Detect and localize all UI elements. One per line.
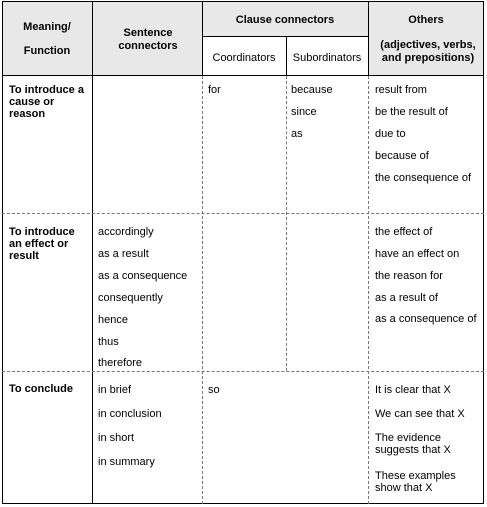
header-subordinators: Subordinators	[292, 52, 362, 64]
others-item: These examples show that X	[375, 470, 456, 494]
others-item: the consequence of	[375, 172, 472, 184]
sentence-connector-item: consequently	[98, 292, 163, 304]
sentence-connector-item: therefore	[98, 357, 143, 369]
header-coordinators: Coordinators	[212, 52, 276, 64]
sentence-connector-item: in conclusion	[98, 408, 162, 420]
header-meaning	[2, 21, 92, 58]
sentence-connector-item: in short	[98, 432, 135, 444]
others-item: the effect of	[375, 226, 433, 238]
function-conclude: To conclude	[9, 383, 73, 395]
others-item: because of	[375, 150, 429, 162]
others-item: It is clear that X	[375, 384, 451, 396]
coordinator-item: for	[208, 84, 221, 96]
header-sentence: Sentence connectors	[118, 27, 178, 52]
header-clause: Clause connectors	[235, 14, 335, 26]
function-effect: To introduce an effect or result	[9, 226, 75, 262]
others-item: The evidence suggests that X	[375, 432, 451, 456]
connectors-table	[2, 1, 484, 504]
sentence-connector-item: in summary	[98, 456, 155, 468]
others-item: due to	[375, 128, 406, 140]
function-cause: To introduce a cause or reason	[9, 84, 84, 120]
sentence-connector-item: hence	[98, 314, 128, 326]
sentence-connector-item: thus	[98, 336, 119, 348]
sentence-connector-item: as a result	[98, 248, 149, 260]
subordinator-item: since	[291, 106, 317, 118]
others-item: the reason for	[375, 270, 443, 282]
sentence-connector-item: as a consequence	[98, 270, 188, 282]
others-item: have an effect on	[375, 248, 460, 260]
others-item: as a consequence of	[375, 313, 477, 325]
others-item: be the result of	[375, 106, 448, 118]
others-item: as a result of	[375, 292, 438, 304]
others-item: result from	[375, 84, 427, 96]
sentence-connector-item: in brief	[98, 384, 132, 396]
coordinator-item: so	[208, 384, 220, 396]
header-others: Others	[408, 14, 444, 26]
subordinator-item: as	[291, 128, 303, 140]
header-meaning-line-1: Meaning/	[23, 21, 71, 33]
subordinator-item: because	[291, 84, 333, 96]
sentence-connector-item: accordingly	[98, 226, 154, 238]
header-meaning-line-2: Function	[23, 45, 71, 57]
others-item: We can see that X	[375, 408, 465, 420]
header-others-sub: (adjectives, verbs, and prepositions)	[380, 39, 476, 64]
